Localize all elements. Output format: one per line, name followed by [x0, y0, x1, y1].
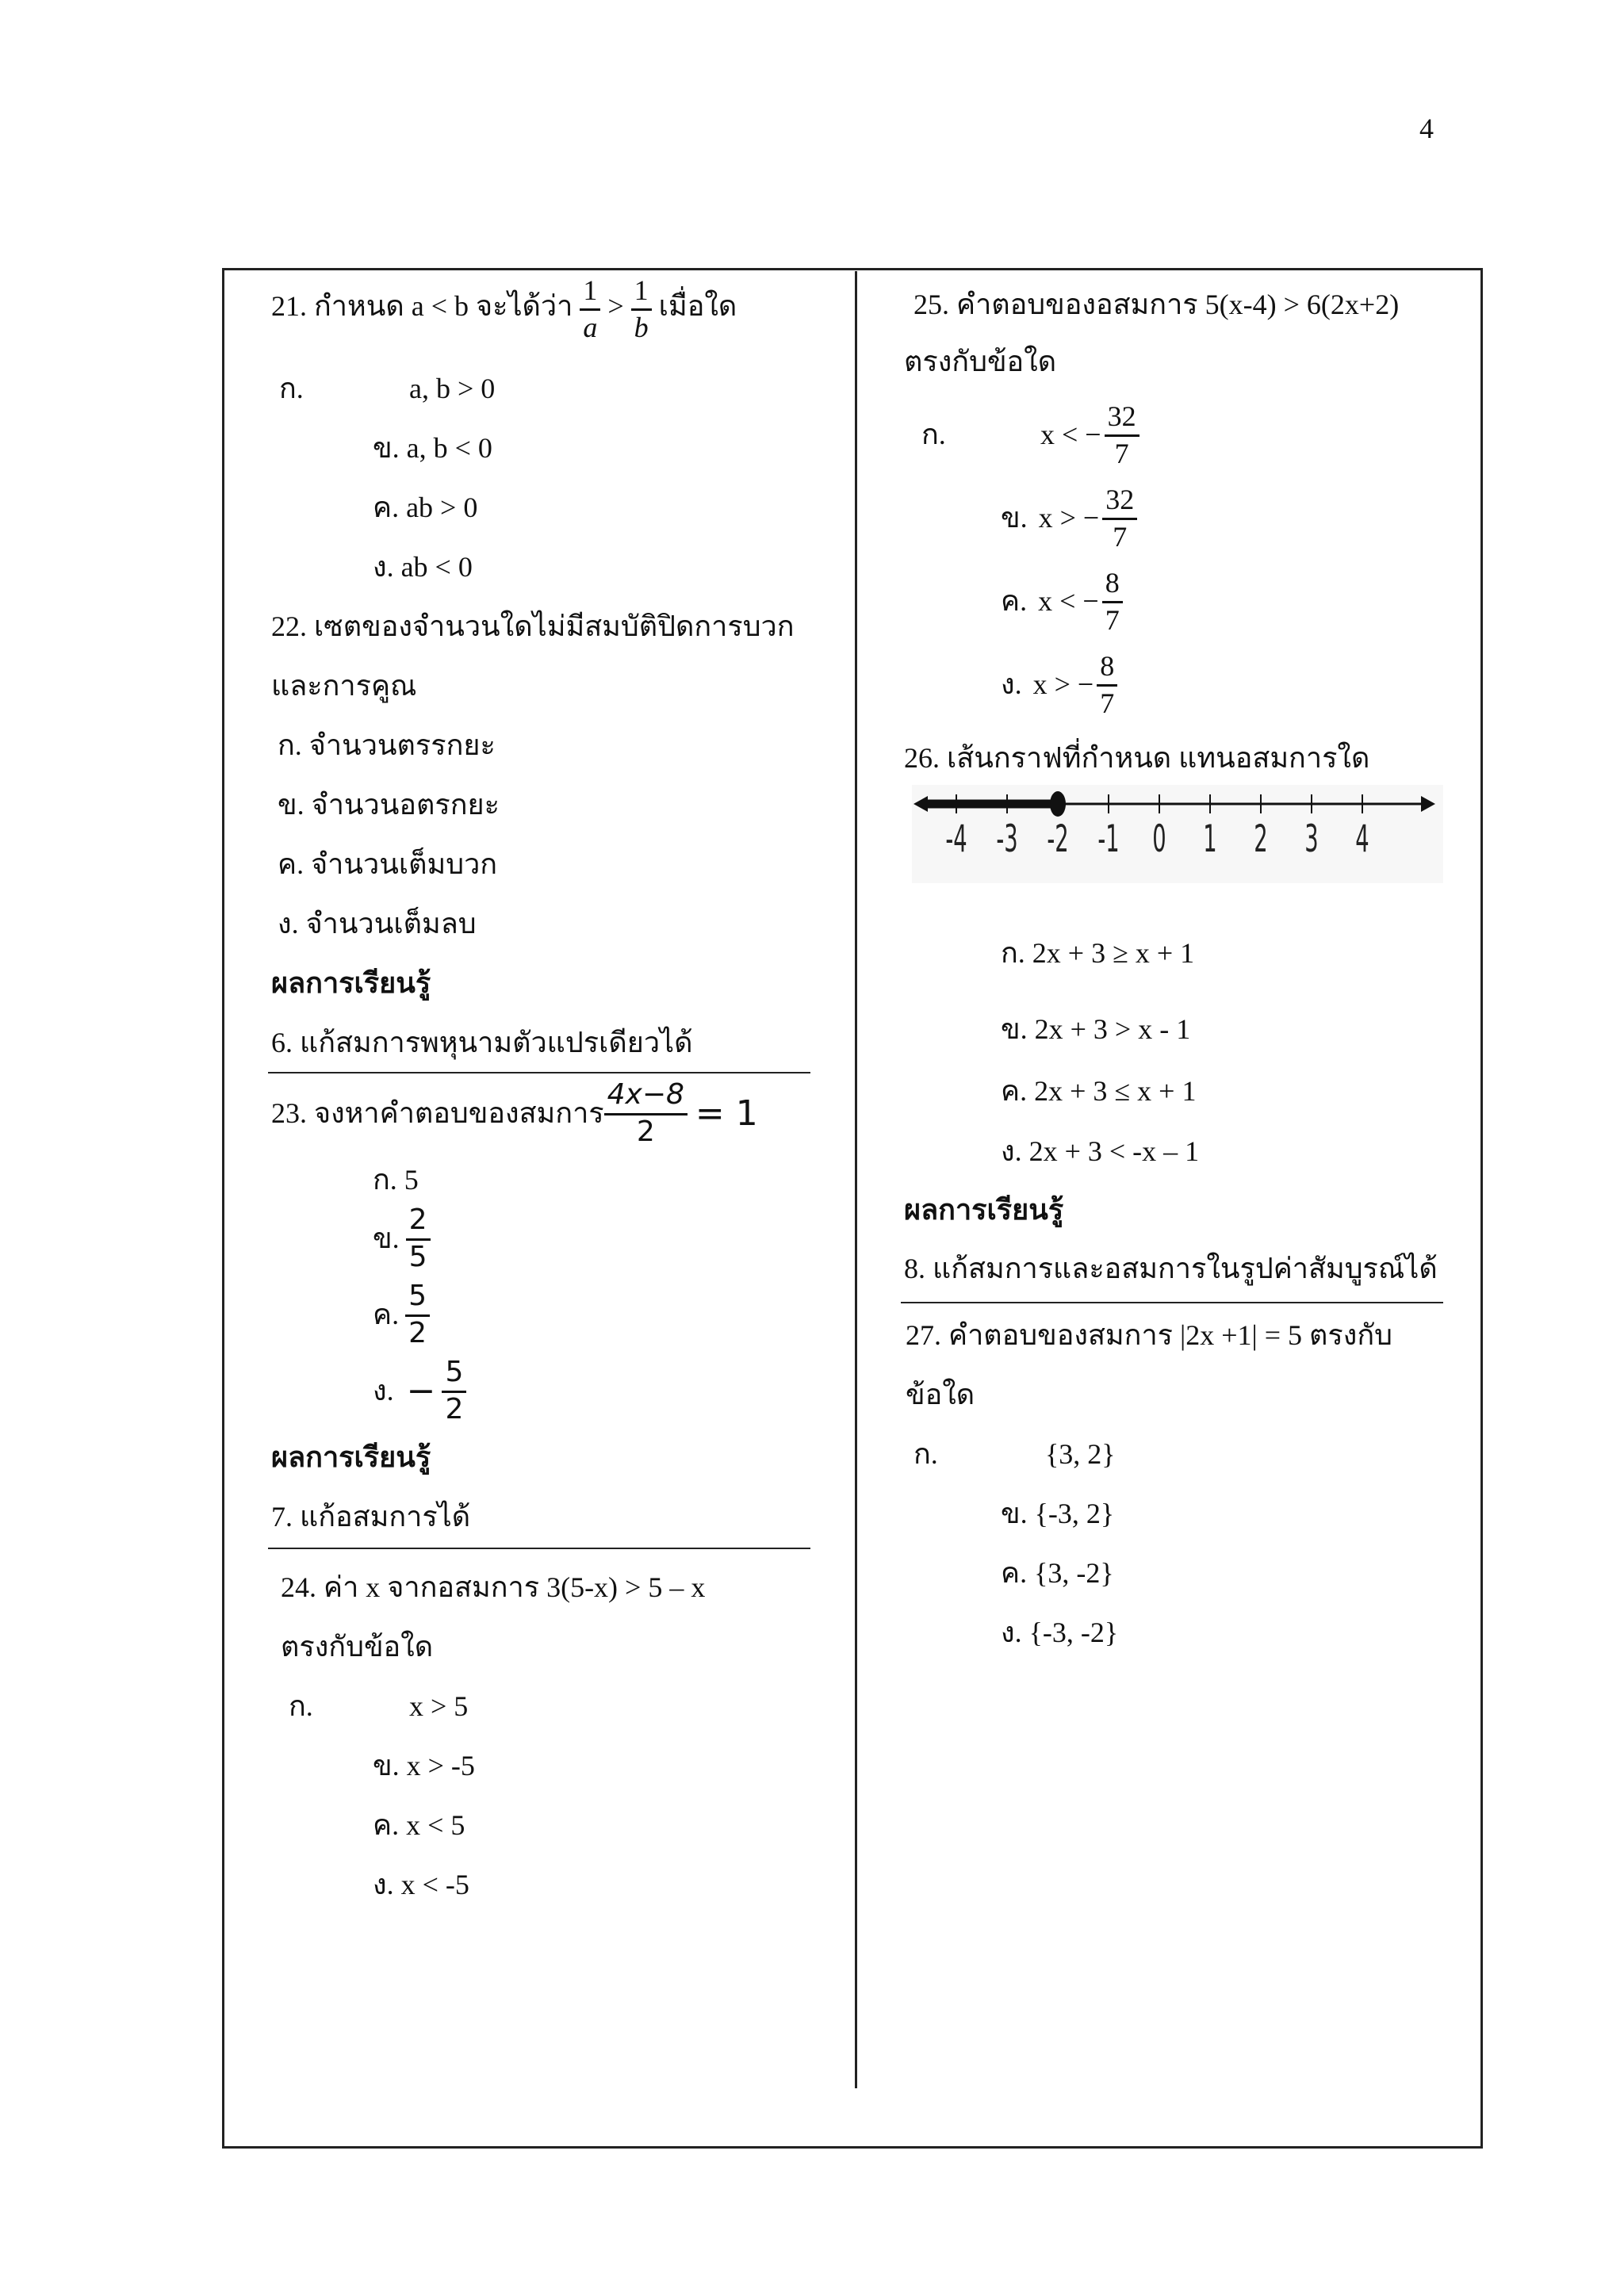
outcome-8-rule [901, 1302, 1443, 1303]
outcome-7-rule [268, 1548, 810, 1549]
q25-option-d: ง. x > − $\frac{8}{7}$ [1001, 645, 1117, 724]
closed-point [1050, 791, 1066, 817]
q24-question-line1: 24. ค่า x จากอสมการ 3(5-x) > 5 – x [281, 1571, 706, 1603]
q23-question: 23. จงหาคำตอบของสมการ $\frac{4x-8}{2}$ = 1 [271, 1077, 758, 1148]
outcome-6-text: 6. แก้สมการพหุนามตัวแปรเดียวได้ [271, 1027, 693, 1058]
q25-option-a: x < − $\frac{32}{7}$ [1040, 395, 1139, 474]
outcome-8-text: 8. แก้สมการและอสมการในรูปค่าสัมบูรณ์ได้ [904, 1253, 1438, 1284]
outcome-6-rule [268, 1072, 810, 1073]
tick-label: 3 [1304, 817, 1319, 862]
tick-label: 4 [1355, 817, 1369, 862]
outcome-7-heading: ผลการเรียนรู้ [271, 1441, 431, 1473]
column-divider [855, 271, 857, 2088]
q22-question-line2: และการคูณ [271, 670, 417, 702]
q25-question-line1: 25. คำตอบของอสมการ 5(x-4) > 6(2x+2) [914, 289, 1400, 320]
page-number: 4 [1419, 113, 1434, 144]
tick-label: -2 [1047, 817, 1069, 862]
q26-question: 26. เส้นกราฟที่กำหนด แทนอสมการใด [904, 742, 1370, 774]
tick-label: 0 [1152, 817, 1166, 862]
q24-option-b: ข. x > -5 [373, 1750, 475, 1781]
fraction-1-over-b: $\frac{1}{b}$ [631, 276, 652, 342]
q24-question-line2: ตรงกับข้อใด [281, 1631, 434, 1663]
number-line [912, 785, 1443, 883]
q27-option-c: ค. {3, -2} [1001, 1557, 1114, 1589]
tick-label: -3 [996, 817, 1018, 862]
outcome-8-heading: ผลการเรียนรู้ [904, 1194, 1064, 1226]
q27-option-a: {3, 2} [1045, 1438, 1116, 1470]
tick-label: 1 [1203, 817, 1217, 862]
q22-question-line1: 22. เซตของจำนวนใดไม่มีสมบัติปิดการบวก [271, 610, 795, 642]
q24-option-a: x > 5 [409, 1690, 469, 1722]
q21-option-a: a, b > 0 [409, 373, 496, 404]
q22-option-c: ค. จำนวนเต็มบวก [278, 848, 498, 880]
q21-question: 21. กำหนด a < b จะได้ว่า $\frac{1}{a}$ > $\frac{1}{b}$ เมื่อใด [271, 274, 737, 343]
q21-option-a-label: ก. [279, 373, 304, 404]
q25-option-a-label: ก. [921, 419, 946, 450]
q22-option-b: ข. จำนวนอตรกยะ [278, 789, 500, 821]
q23-option-b: ข. $\frac{2}{5}$ [373, 1202, 431, 1275]
q27-option-b: ข. {-3, 2} [1001, 1498, 1115, 1529]
q21-option-c: ค. ab > 0 [373, 492, 478, 523]
q26-option-a: ก. 2x + 3 ≥ x + 1 [1001, 937, 1195, 969]
q26-option-b: ข. 2x + 3 > x - 1 [1001, 1013, 1191, 1045]
q26-option-c: ค. 2x + 3 ≤ x + 1 [1001, 1075, 1197, 1107]
q23-option-a: ก. 5 [373, 1164, 419, 1196]
outcome-6-heading: ผลการเรียนรู้ [271, 967, 431, 999]
q23-option-c: ค. $\frac{5}{2}$ [373, 1278, 430, 1351]
q21-option-d: ง. ab < 0 [373, 551, 473, 583]
q27-question-line1: 27. คำตอบของสมการ |2x +1| = 5 ตรงกับ [906, 1319, 1392, 1351]
outcome-7-text: 7. แก้อสมการได้ [271, 1501, 471, 1533]
q27-option-d: ง. {-3, -2} [1001, 1617, 1119, 1648]
q23-option-d: ง. − $\frac{5}{2}$ [373, 1354, 466, 1427]
q22-option-a: ก. จำนวนตรรกยะ [278, 729, 496, 761]
number-line-right-arrow [1421, 796, 1435, 812]
q25-option-b: ข. x > − $\frac{32}{7}$ [1001, 478, 1137, 557]
q26-option-d: ง. 2x + 3 < -x – 1 [1001, 1135, 1200, 1167]
number-line-figure [912, 785, 1443, 883]
tick-label: -1 [1097, 817, 1120, 862]
q24-option-c: ค. x < 5 [373, 1809, 465, 1841]
q21-option-b: ข. a, b < 0 [373, 432, 492, 464]
fraction-1-over-a: $\frac{1}{a}$ [580, 276, 600, 342]
q27-question-line2: ข้อใด [906, 1379, 975, 1410]
q24-option-a-label: ก. [289, 1690, 313, 1722]
q25-question-line2: ตรงกับข้อใด [904, 346, 1057, 377]
q27-option-a-label: ก. [914, 1438, 938, 1470]
tick-label: 2 [1254, 817, 1268, 862]
tick-label: -4 [945, 817, 967, 862]
equation-fraction: $\frac{4x-8}{2}$ [604, 1081, 688, 1146]
q24-option-d: ง. x < -5 [373, 1869, 469, 1900]
q25-option-c: ค. x < − $\frac{8}{7}$ [1001, 561, 1123, 641]
q22-option-d: ง. จำนวนเต็มลบ [278, 908, 477, 939]
